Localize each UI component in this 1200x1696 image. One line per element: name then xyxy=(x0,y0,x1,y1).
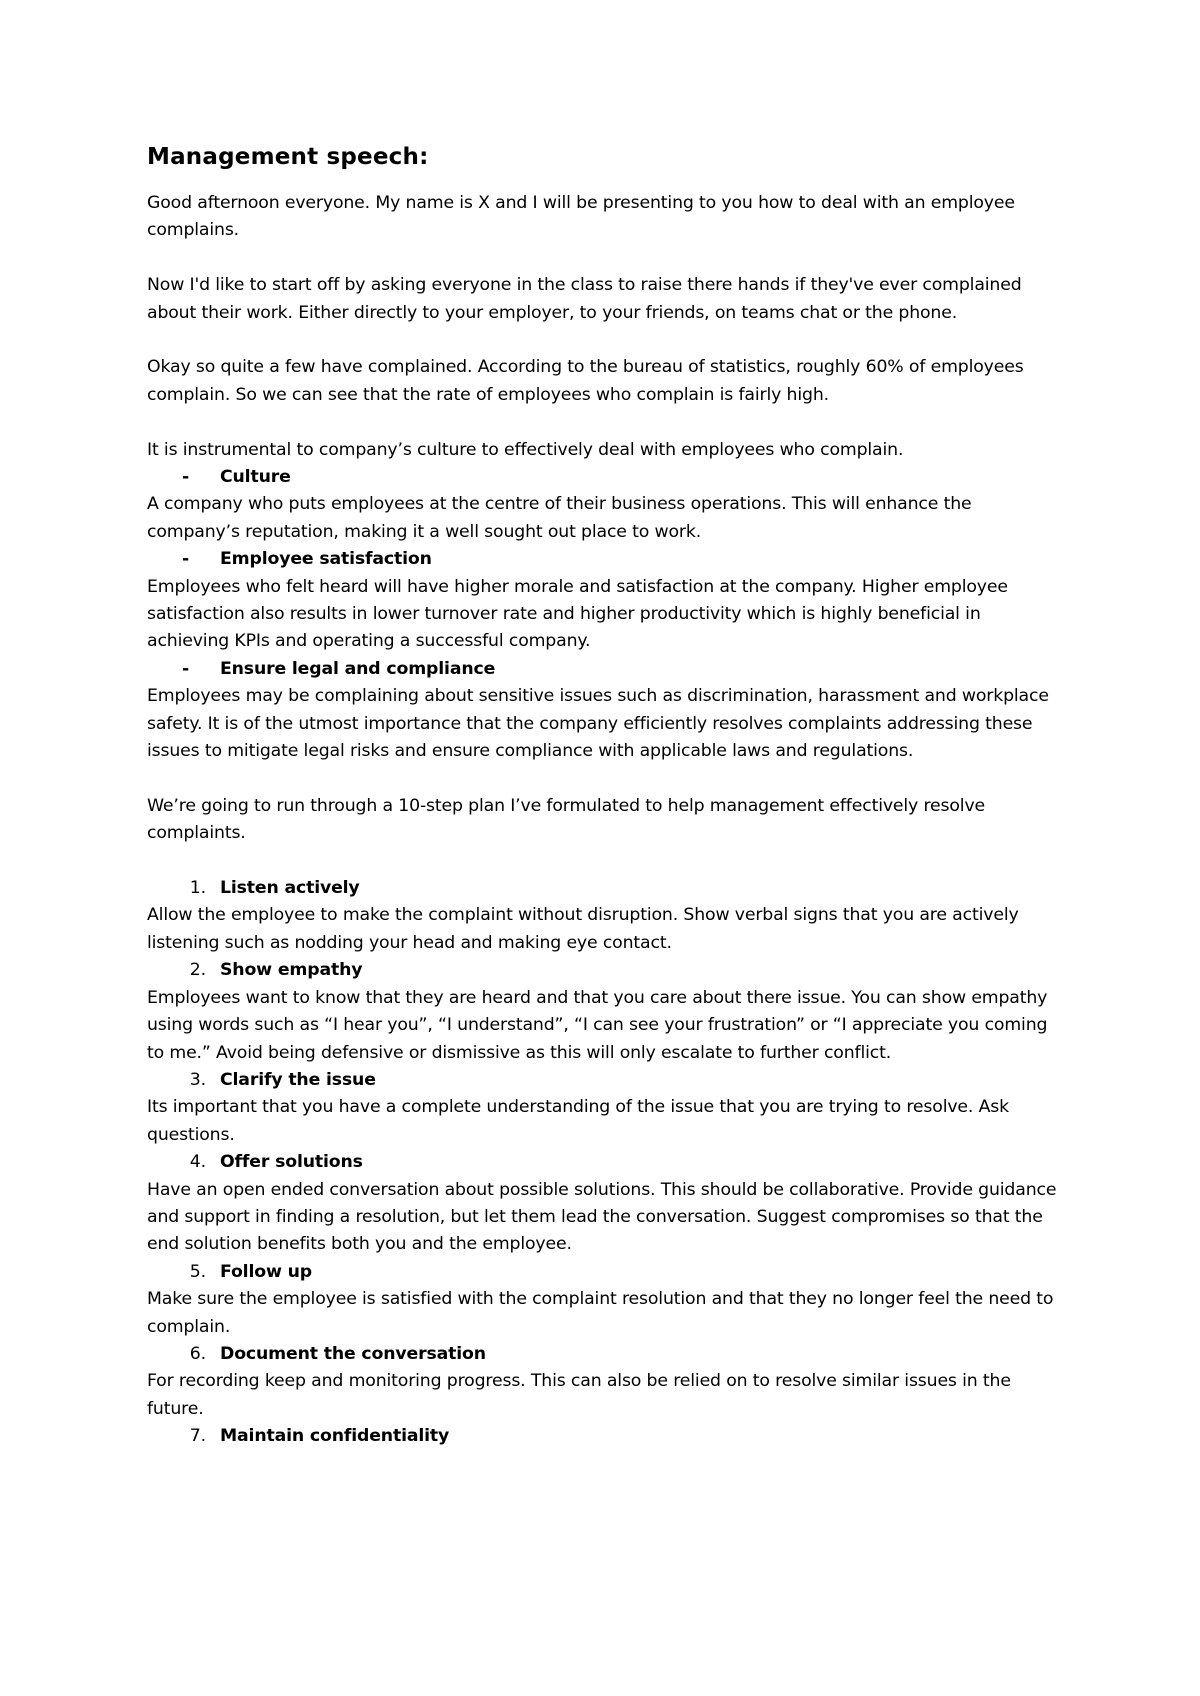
step-body-2: Employees want to know that they are heard and that you care about there issue. You can show empathy using words such as “I hear you”, “I understand”, “I can see your frustration” or “I appreciate you coming to me.” Avoid being defensive or dismissive as this will only escalate to further conflict. xyxy=(147,987,1048,1063)
step-body-3: Its important that you have a complete understanding of the issue that you are trying to resolve. Ask questions. xyxy=(147,1097,1009,1145)
step-number: 7. xyxy=(189,1426,206,1447)
step-heading-label: Follow up xyxy=(220,1261,313,1282)
step-number: 3. xyxy=(189,1069,206,1090)
bullet-dash: - xyxy=(182,658,190,679)
step-number: 5. xyxy=(189,1261,206,1282)
step-heading-7 xyxy=(147,1423,1067,1450)
reason-heading-employee-satisfaction xyxy=(147,546,1067,573)
step-heading-label: Listen actively xyxy=(220,878,360,899)
intro-paragraph-4: It is instrumental to company’s culture to effectively deal with employees who complain. xyxy=(147,439,904,460)
intro-paragraph-3: Okay so quite a few have complained. According to the bureau of statistics, roughly 60% of employees complain. So we can see that the rate of employees who complain is fairly high. xyxy=(147,357,1024,405)
reason-heading-culture xyxy=(147,464,1067,491)
bullet-dash: - xyxy=(182,549,190,570)
step-heading-label: Show empathy xyxy=(220,960,363,981)
step-heading-label: Maintain confidentiality xyxy=(220,1426,450,1447)
document-title: Management speech: xyxy=(147,144,429,170)
reason-heading-legal-compliance xyxy=(147,656,1067,683)
reason-body-culture: A company who puts employees at the centre of their business operations. This will enhance the company’s reputation, making it a well sought out place to work. xyxy=(147,494,972,542)
step-heading-label: Document the conversation xyxy=(220,1343,486,1364)
reason-heading-label: Culture xyxy=(220,467,291,488)
intro-paragraph-2: Now I'd like to start off by asking everyone in the class to raise there hands if they've ever complained about their work. Either directly to your employer, to your friends, on teams chat or the phone. xyxy=(147,275,1022,323)
bullet-dash: - xyxy=(182,467,190,488)
step-heading-4 xyxy=(147,1149,1067,1176)
step-body-5: Make sure the employee is satisfied with the complaint resolution and that they no longer feel the need to complain. xyxy=(147,1289,1054,1337)
step-body-4: Have an open ended conversation about possible solutions. This should be collaborative. Provide guidance and support in finding a resolution, but let them lead the conversation. Suggest compromises so that the end solution benefits both you and the employee. xyxy=(147,1179,1057,1255)
plan-intro-paragraph: We’re going to run through a 10-step plan I’ve formulated to help management effectively resolve complaints. xyxy=(147,795,986,844)
reason-body-legal-compliance: Employees may be complaining about sensitive issues such as discrimination, harassment and workplace safety. It is of the utmost importance that the company efficiently resolves complaints addressing these issues to mitigate legal risks and ensure compliance with applicable laws and regulations. xyxy=(147,686,1049,762)
step-heading-label: Clarify the issue xyxy=(220,1069,376,1090)
step-number: 4. xyxy=(189,1152,206,1173)
step-heading-label: Offer solutions xyxy=(220,1152,363,1173)
reason-heading-label: Ensure legal and compliance xyxy=(220,658,496,679)
step-number: 1. xyxy=(189,878,206,899)
step-number: 6. xyxy=(189,1343,206,1364)
step-body-1: Allow the employee to make the complaint without disruption. Show verbal signs that you are actively listening such as nodding your head and making eye contact. xyxy=(147,905,1019,953)
reason-body-employee-satisfaction: Employees who felt heard will have higher morale and satisfaction at the company. Higher employee satisfaction also results in lower turnover rate and higher productivity which is highly beneficial in achieving KPIs and operating a successful company. xyxy=(147,576,1008,652)
step-number: 2. xyxy=(189,960,206,981)
reason-heading-label: Employee satisfaction xyxy=(220,549,432,570)
step-heading-2 xyxy=(147,957,1067,984)
step-heading-5 xyxy=(147,1259,1067,1286)
step-body-6: For recording keep and monitoring progress. This can also be relied on to resolve similar issues in the future. xyxy=(147,1371,1011,1419)
step-heading-1 xyxy=(147,875,1067,902)
step-heading-3 xyxy=(147,1067,1067,1094)
document-page xyxy=(147,140,1067,1451)
intro-paragraph-1: Good afternoon everyone. My name is X and I will be presenting to you how to deal with an employee complains. xyxy=(147,193,1015,241)
step-heading-6 xyxy=(147,1341,1067,1368)
